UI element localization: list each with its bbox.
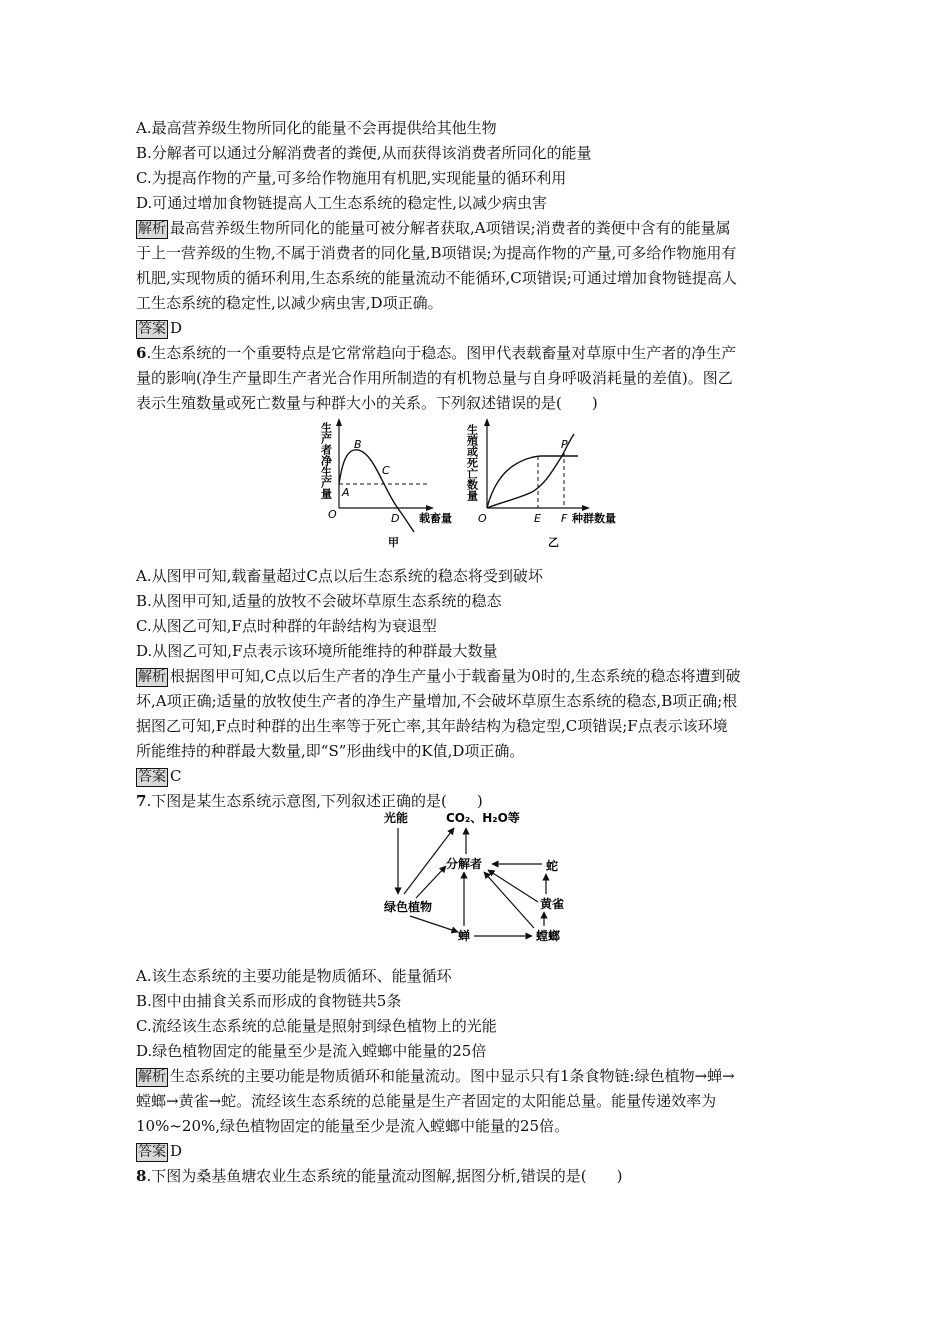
q6-option-a: A.从图甲可知,载畜量超过C点以后生态系统的稳态将受到破坏 [136, 567, 543, 585]
jia-point-d: D [391, 512, 400, 525]
q6-number: 6 [136, 344, 147, 362]
q6-analysis-line-3: 据图乙可知,F点时种群的出生率等于死亡率,其年龄结构为稳定型,C项错误;F点表示该环境 [136, 717, 728, 735]
q5-analysis-line-2: 于上一营养级的生物,不属于消费者的同化量,B项错误;为提高作物的产量,可多给作物施用有 [136, 244, 737, 262]
q6-figure-yi [466, 412, 636, 554]
yi-point-e: E [534, 512, 541, 525]
yi-point-o: O [478, 512, 487, 525]
q7-option-c: C.流经该生态系统的总能量是照射到绿色植物上的光能 [136, 1017, 497, 1035]
q7-number: 7 [136, 792, 147, 810]
yi-caption: 乙 [548, 536, 559, 549]
q5-answer: 答案 D [138, 319, 183, 337]
q6-analysis-line-4: 所能维持的种群最大数量,即“S”形曲线中的K值,D项正确。 [136, 742, 525, 760]
yi-point-p: P [561, 438, 568, 451]
q6-analysis-label: 解析 [138, 669, 166, 685]
q6-option-c: C.从图乙可知,F点时种群的年龄结构为衰退型 [136, 617, 437, 635]
q6-figure-jia [318, 412, 468, 554]
jia-xlabel: 载畜量 [419, 512, 452, 525]
q6-analysis-line-1: 解析 根据图甲可知,C点以后生产者的净生产量小于载畜量为0时的,生态系统的稳态将遭到破 [138, 667, 741, 685]
q8-stem: 8.下图为桑基鱼塘农业生态系统的能量流动图解,据图分析,错误的是( ) [136, 1167, 623, 1185]
jia-point-a: A [342, 486, 350, 499]
q5-answer-label: 答案 [138, 321, 166, 337]
diagram-cicada: 蝉 [458, 929, 471, 943]
q5-option-d: D.可通过增加食物链提高人工生态系统的稳定性,以减少病虫害 [136, 194, 548, 212]
q7-answer-label: 答案 [138, 1144, 166, 1160]
yi-point-f: F [561, 512, 568, 525]
q5-option-a: A.最高营养级生物所同化的能量不会再提供给其他生物 [136, 119, 497, 137]
diagram-plant: 绿色植物 [384, 900, 433, 914]
q7-option-d: D.绿色植物固定的能量至少是流入螳螂中能量的25倍 [136, 1042, 487, 1060]
q7-analysis-line-2: 螳螂→黄雀→蛇。流经该生态系统的总能量是生产者固定的太阳能总量。能量传递效率为 [136, 1092, 717, 1110]
jia-point-o: O [328, 508, 337, 521]
jia-ylabel: 生产者净生产量 [319, 422, 333, 499]
yi-ylabel: 生殖或死亡数量 [466, 424, 479, 501]
q5-option-b: B.分解者可以通过分解消费者的粪便,从而获得该消费者所同化的能量 [136, 144, 592, 162]
diagram-snake: 蛇 [546, 859, 559, 873]
q7-option-b: B.图中由捕食关系而形成的食物链共5条 [136, 992, 402, 1010]
q6-stem-line-3: 表示生殖数量或死亡数量与种群大小的关系。下列叙述错误的是( ) [136, 394, 598, 412]
q6-option-b: B.从图甲可知,适量的放牧不会破坏草原生态系统的稳态 [136, 592, 502, 610]
q7-ecosystem-diagram [374, 806, 574, 946]
q7-analysis-line-3: 10%~20%,绿色植物固定的能量至少是流入螳螂中能量的25倍。 [136, 1117, 570, 1135]
q7-analysis-label: 解析 [138, 1069, 166, 1085]
q5-analysis-line-4: 工生态系统的稳定性,以减少病虫害,D项正确。 [136, 294, 443, 312]
q5-analysis-line-3: 机肥,实现物质的循环利用,生态系统的能量流动不能循环,C项错误;可通过增加食物链提高人 [136, 269, 737, 287]
q6-analysis-line-2: 坏,A项正确;适量的放牧使生产者的净生产量增加,不会破坏草原生态系统的稳态,B项正确;根 [136, 692, 738, 710]
jia-point-c: C [382, 464, 390, 477]
diagram-oriole: 黄雀 [540, 897, 565, 911]
q6-answer: 答案 C [138, 767, 182, 785]
q6-stem-line-2: 量的影响(净生产量即生产者光合作用所制造的有机物总量与自身呼吸消耗量的差值)。图乙 [136, 369, 733, 387]
q5-analysis-line-1: 解析 最高营养级生物所同化的能量可被分解者获取,A项错误;消费者的粪便中含有的能量属 [138, 219, 731, 237]
q8-number: 8 [136, 1167, 147, 1185]
diagram-light: 光能 [384, 811, 409, 825]
jia-point-b: B [354, 438, 362, 451]
q7-option-a: A.该生态系统的主要功能是物质循环、能量循环 [136, 967, 452, 985]
q5-option-c: C.为提高作物的产量,可多给作物施用有机肥,实现能量的循环利用 [136, 169, 567, 187]
q5-analysis-label: 解析 [138, 221, 166, 237]
q7-analysis-line-1: 解析 生态系统的主要功能是物质循环和能量流动。图中显示只有1条食物链:绿色植物→蝉→ [138, 1067, 735, 1085]
q7-answer: 答案 D [138, 1142, 183, 1160]
q6-option-d: D.从图乙可知,F点表示该环境所能维持的种群最大数量 [136, 642, 498, 660]
q6-stem-line-1: 6.生态系统的一个重要特点是它常常趋向于稳态。图甲代表载畜量对草原中生产者的净生产 [136, 344, 737, 362]
diagram-decomposer: 分解者 [446, 857, 483, 871]
diagram-mantis: 螳螂 [536, 929, 561, 943]
q7-stem: 7.下图是某生态系统示意图,下列叙述正确的是( ) [136, 792, 483, 810]
yi-xlabel: 种群数量 [572, 512, 616, 525]
q6-answer-label: 答案 [138, 769, 166, 785]
jia-caption: 甲 [388, 536, 399, 549]
diagram-co2: CO₂、H₂O等 [446, 811, 520, 825]
